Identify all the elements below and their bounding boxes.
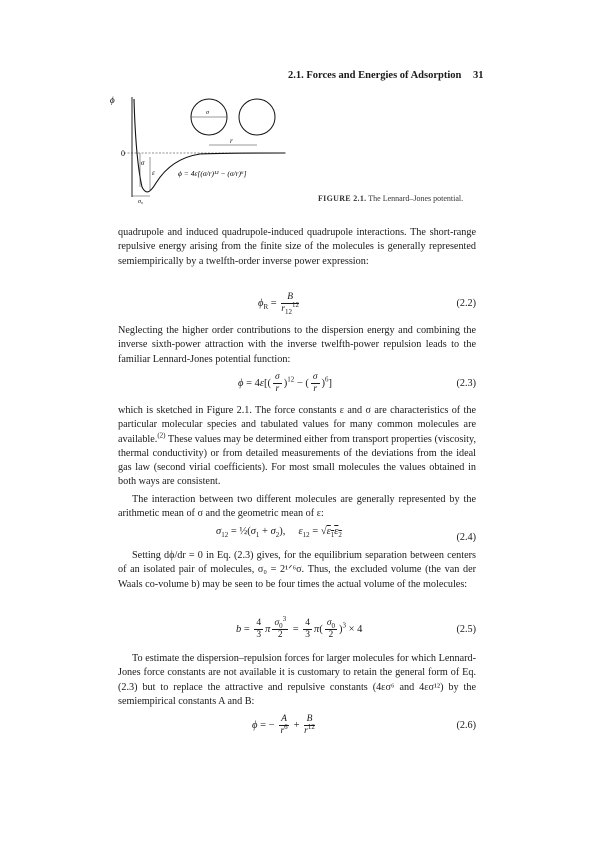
sigma0-label: σ₀ — [138, 199, 144, 205]
molecule-right — [239, 99, 275, 135]
zero-label: 0 — [121, 149, 125, 158]
diameter-label: σ — [206, 110, 209, 116]
paragraph-4: The interaction between two different molecules are generally represented by the arithmetic mean of σ and the geometric mean of ε: — [118, 494, 476, 520]
equation-2-2: $\phi_R$ = $\frac{B}{r_{12}^{12}}$ (2.2) — [258, 292, 476, 316]
paragraph-6: To estimate the dispersion–repulsion forces for larger molecules for which Lennard-Jones force constants are not available it is customary to retain the general form of Eq. (2.3) but to replace the attractive and repulsive constants (4εσ⁶ and 4εσ¹²) by the semiempirical constants A and B: — [118, 653, 476, 707]
equation-number: (2.5) — [456, 624, 476, 635]
paragraph-5: Setting dϕ/dr = 0 in Eq. (2.3) gives, for the equilibrium separation between centers of an isolated pair of molecules, σ₀ = 2¹ᐟ⁶σ. Thus, the excluded volume (the van der Waals co-volume b) may be seen to be four times the actual volume of the molecules: — [118, 550, 476, 590]
section-title: 2.1. Forces and Energies of Adsorption — [288, 70, 462, 81]
paragraph-1: quadrupole and induced quadrupole-induced quadrupole interactions. The short-range repulsive energy arising from the finite size of the molecules is generally represented semiempirically by a twelfth-order inverse power expression: — [118, 227, 476, 267]
figure-formula: ϕ = 4ε[(σ/r)¹² − (σ/r)⁶] — [178, 169, 247, 178]
sigma-label: σ — [141, 159, 145, 167]
equation-2-3: ϕ = 4ε[( $\frac{\sigma}{r}$ )$^{12}$ − ( $\frac{\sigma}{r}$ )$^6$] (2.3) — [238, 372, 476, 394]
paragraph-3: which is sketched in Figure 2.1. The force constants ε and σ are characteristics of the particular molecular species and tabulated values for many common molecules are available.$^{(2)}$ These values may be determined either from transport properties (viscosity, thermal conductivity) or from detailed measurements of the deviations from the ideal gas law (second virial coefficients). For most small molecules the values obtained in both ways are consistent. — [118, 405, 476, 488]
caption-label: FIGURE 2.1. — [318, 194, 367, 203]
equation-number: (2.6) — [456, 720, 476, 731]
equation-number: (2.3) — [456, 378, 476, 389]
phi-axis-label: ϕ — [110, 95, 115, 105]
equation-2-6: ϕ = − $\frac{A}{r^6}$ + $\frac{B}{r^{12}}$ (2.6) — [252, 714, 476, 736]
page-number: 31 — [473, 70, 484, 81]
epsilon-label: ε — [152, 169, 155, 177]
equation-number: (2.2) — [456, 298, 476, 309]
figure-caption — [318, 194, 463, 203]
lennard-jones-figure — [110, 95, 290, 205]
running-header — [288, 70, 484, 81]
equation-number: (2.4) — [456, 532, 476, 543]
paragraph-2: Neglecting the higher order contributions to the dispersion energy and combining the inverse sixth-power attraction with the inverse twelfth-power repulsion leads to the familiar Lennard-Jones potential function: — [118, 325, 476, 365]
reference-marker: (2) — [157, 431, 166, 440]
caption-text: The Lennard–Jones potential. — [368, 194, 464, 203]
equation-2-5: b = $\frac{4}{3}$ π $\frac{\sigma_0^3}{2}$ = $\frac{4}{3}$ π( $\frac{\sigma_0}{2}$ )$^3$ × 4 (2.5) — [236, 614, 476, 640]
equation-2-4: $\sigma_{12}$ = $\frac{1}{2}(\sigma_1 + \sigma_2)$, $\varepsilon_{12} = √\varepsilon_1\varepsilon_2$ (2.4) — [216, 526, 476, 543]
r-label: r — [230, 137, 233, 145]
